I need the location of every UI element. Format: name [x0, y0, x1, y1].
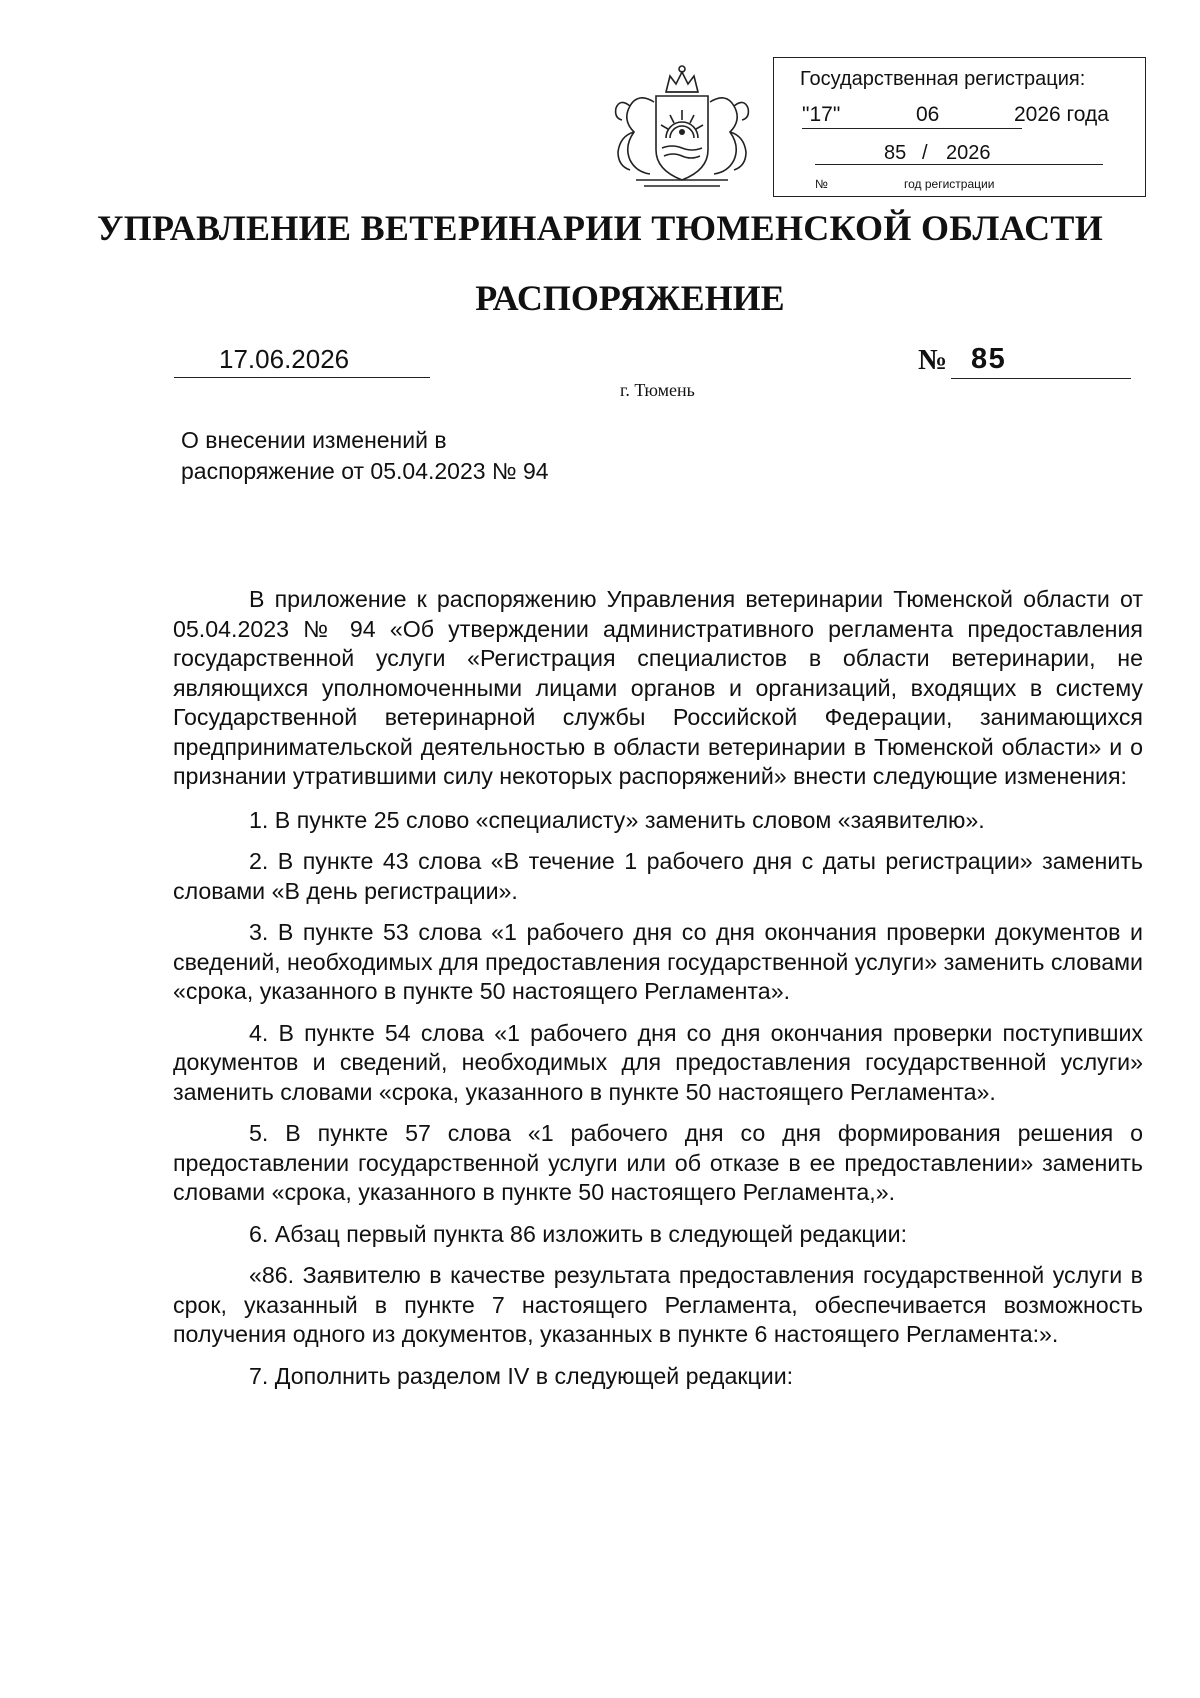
body-paragraph-6-text: «86. Заявителю в качестве результата предоставления государственной услуги в срок, указанный в пункте 7 настоящего Регламента, обеспечивается возможность получения одного из документов, указанных в пункте 6 настоящего Регламента:».	[173, 1262, 1143, 1347]
body-paragraph-2: 2. В пункте 43 слова «В течение 1 рабочего дня с даты регистрации» заменить словами «В день регистрации».	[173, 848, 1143, 904]
registration-day: "17"	[802, 103, 841, 126]
document-type: РАСПОРЯЖЕНИЕ	[475, 278, 785, 318]
body-paragraph-7: 7. Дополнить разделом IV в следующей редакции:	[249, 1362, 794, 1389]
registration-title: Государственная регистрация:	[800, 68, 1086, 90]
registration-year-text: 2026 года	[1014, 103, 1109, 126]
body-paragraph-3: 3. В пункте 53 слова «1 рабочего дня со дня окончания проверки документов и сведений, необходимых для предоставления государственной услуги» заменить словами «срока, указанного в пункте 50 настоящего Регламента».	[173, 919, 1143, 1004]
registration-day-underline	[802, 128, 1022, 129]
agency-title: УПРАВЛЕНИЕ ВЕТЕРИНАРИИ ТЮМЕНСКОЙ ОБЛАСТИ	[96, 208, 1104, 248]
registration-slash: /	[922, 142, 928, 164]
subject-line-2: распоряжение от 05.04.2023 № 94	[181, 458, 549, 484]
body-paragraph-5: 5. В пункте 57 слова «1 рабочего дня со дня формирования решения о предоставлении государственной услуги или об отказе в ее предоставлении» заменить словами «срока, указанного в пункте 50 настоящего Регламента,».	[173, 1120, 1143, 1205]
registration-stamp	[773, 57, 1146, 197]
registration-number: 85	[884, 142, 907, 164]
document-subject	[181, 425, 549, 487]
registration-year: 2026	[946, 142, 991, 164]
coat-of-arms-emblem	[600, 62, 764, 192]
subject-line-1: О внесении изменений в	[181, 427, 447, 453]
document-date: 17.06.2026	[174, 345, 430, 378]
registration-month: 06	[916, 103, 940, 126]
body-paragraph-6: 6. Абзац первый пункта 86 изложить в следующей редакции:	[249, 1220, 908, 1247]
document-number: 85	[951, 344, 1131, 379]
registration-no-label: №	[815, 177, 828, 191]
document-body	[173, 585, 1143, 1403]
number-sign: №	[918, 344, 948, 376]
body-paragraph-intro: В приложение к распоряжению Управления ветеринарии Тюменской области от 05.04.2023 № 94 «Об утверждении административного регламента предоставления государственной услуги «Регистрация специалистов в области ветеринарии, не являющихся уполномоченными лицами органов и организаций, входящих в систему Государственной ветеринарной службы Российской Федерации, занимающихся предпринимательской деятельностью в области ветеринарии в Тюменской области» и о признании утратившими силу некоторых распоряжений» внести следующие изменения:	[173, 586, 1143, 789]
registration-year-label: год регистрации	[904, 177, 995, 191]
city: г. Тюмень	[620, 380, 695, 400]
body-paragraph-1: 1. В пункте 25 слово «специалисту» заменить словом «заявителю».	[249, 806, 985, 833]
body-paragraph-4: 4. В пункте 54 слова «1 рабочего дня со дня окончания проверки поступивших документов и сведений, необходимых для предоставления государственной услуги» заменить словами «срока, указанного в пункте 50 настоящего Регламента».	[173, 1019, 1143, 1105]
